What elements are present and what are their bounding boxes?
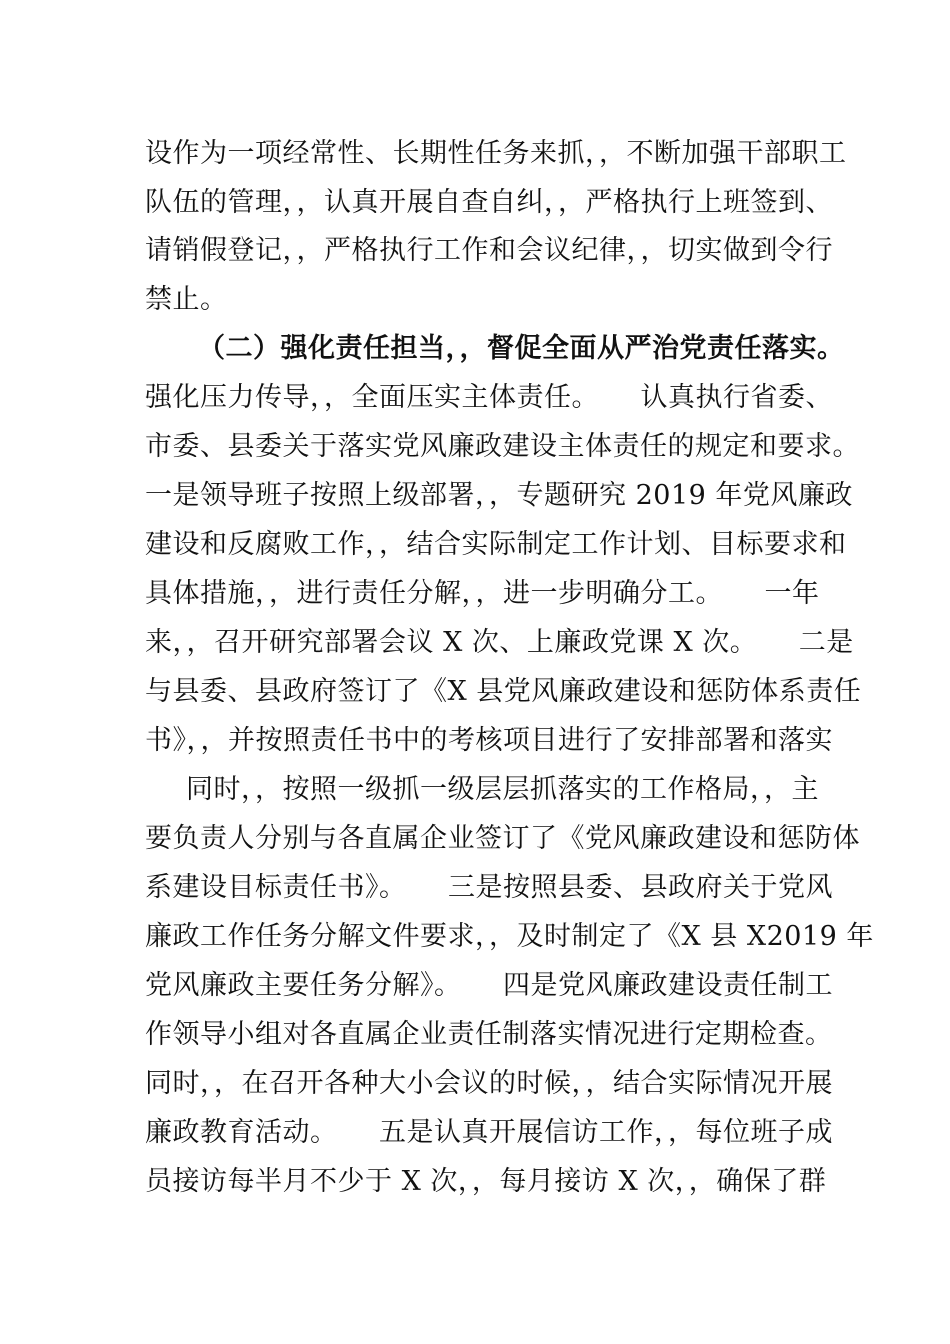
- text-line: 要负责人分别与各直属企业签订了《党风廉政建设和惩防体: [145, 823, 860, 854]
- text-line: 禁止。: [145, 284, 228, 315]
- text-line: 廉政教育活动。 五是认真开展信访工作，，每位班子成: [145, 1117, 833, 1148]
- text-line: 党风廉政主要任务分解》。 四是党风廉政建设责任制工: [145, 970, 833, 1001]
- text-line: 廉政工作任务分解文件要求，，及时制定了《X 县 X2019 年: [145, 921, 874, 952]
- text-line: 一是领导班子按照上级部署，，专题研究 2019 年党风廉政: [145, 480, 853, 511]
- text-line: 强化压力传导，，全面压实主体责任。 认真执行省委、: [145, 382, 833, 413]
- text-line: 队伍的管理，，认真开展自查自纠，，严格执行上班签到、: [145, 187, 833, 218]
- text-line: 市委、县委关于落实党风廉政建设主体责任的规定和要求。: [145, 431, 860, 462]
- text-line: 员接访每半月不少于 X 次，，每月接访 X 次，，确保了群: [145, 1166, 827, 1197]
- text-line: 作领导小组对各直属企业责任制落实情况进行定期检查。: [145, 1019, 833, 1050]
- text-line: 同时，，在召开各种大小会议的时候，，结合实际情况开展: [145, 1068, 833, 1099]
- text-line: 具体措施，，进行责任分解，，进一步明确分工。 一年: [145, 578, 820, 609]
- section-heading: （二）强化责任担当，，督促全面从严治党责任落实。: [198, 333, 845, 364]
- text-line: 同时，，按照一级抓一级层层抓落实的工作格局，，主: [186, 774, 819, 805]
- text-line: 来，，召开研究部署会议 X 次、上廉政党课 X 次。 二是: [145, 627, 854, 658]
- text-line: 设作为一项经常性、长期性任务来抓，，不断加强干部职工: [145, 138, 847, 169]
- text-line: 系建设目标责任书》。 三是按照县委、县政府关于党风: [145, 872, 833, 903]
- text-line: 建设和反腐败工作，，结合实际制定工作计划、目标要求和: [145, 529, 847, 560]
- text-line: 请销假登记，，严格执行工作和会议纪律，，切实做到令行: [145, 235, 833, 266]
- text-line: 与县委、县政府签订了《X 县党风廉政建设和惩防体系责任: [145, 676, 862, 707]
- text-line: 书》，，并按照责任书中的考核项目进行了安排部署和落实: [145, 725, 833, 756]
